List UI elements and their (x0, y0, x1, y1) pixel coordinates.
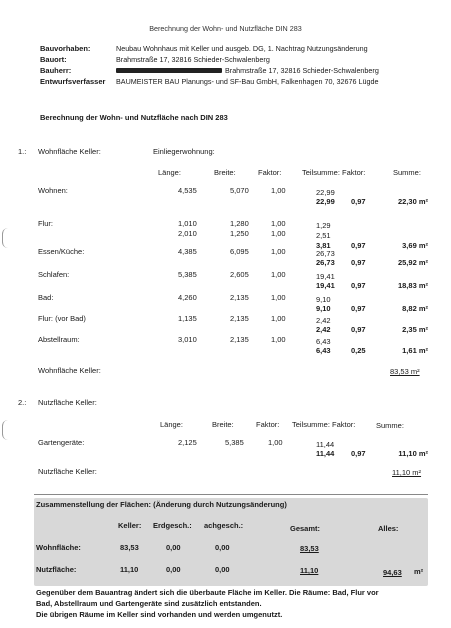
summary-alles: 94,63 (383, 568, 402, 577)
column-header-laenge: Länge: (160, 420, 183, 429)
row-total: 9,10 (316, 304, 331, 313)
summary-header-keller: Keller: (118, 521, 142, 530)
margin-mark (2, 420, 9, 440)
row-total: 2,42 (316, 325, 331, 334)
section-heading: Wohnfläche Keller: (38, 147, 101, 156)
section-number: 2.: (18, 398, 27, 407)
cell-breite: 2,135 (230, 314, 249, 323)
section-number: 1.: (18, 147, 27, 156)
entwurf-value: BAUMEISTER BAU Planungs- und SF-Bau GmbH, Falkenhagen 70, 32676 Lügde (116, 77, 379, 86)
row-total: 22,99 (316, 197, 335, 206)
summary-unit: m² (414, 567, 424, 576)
column-header-summe: Summe: (393, 168, 421, 177)
column-header-teilsumme: Teilsumme: (302, 168, 340, 177)
bauvorhaben-label: Bauvorhaben: (40, 44, 91, 53)
cell-laenge: 2,125 (178, 438, 197, 447)
cell-laenge: 1,010 (178, 219, 197, 228)
row-total: 3,81 (316, 241, 331, 250)
summary-header-dach: achgesch.: (204, 521, 244, 530)
bauherr-value: Brahmstraße 17, 32816 Schieder-Schwalenberg (225, 66, 379, 75)
cell-faktor: 1,00 (271, 270, 286, 279)
row-sum: 2,35 m² (402, 325, 428, 334)
cell-breite: 2,135 (230, 293, 249, 302)
column-header-faktor2: Faktor: (332, 420, 356, 429)
row-sum: 1,61 m² (402, 346, 428, 355)
summary-header-erdg: Erdgesch.: (153, 521, 192, 530)
summary-gesamt: 11,10 (300, 566, 319, 575)
cell-teilsumme: 19,41 (316, 272, 335, 281)
row-label: Gartengeräte: (38, 438, 85, 447)
summary-erdg: 0,00 (166, 543, 181, 552)
row-factor: 0,25 (351, 346, 366, 355)
row-total: 6,43 (316, 346, 331, 355)
row-sum: 3,69 m² (402, 241, 428, 250)
summary-dach: 0,00 (215, 565, 230, 574)
cell-teilsumme: 2,42 (316, 316, 331, 325)
summary-title: Zusammenstellung der Flächen: (Änderung durch Nutzungsänderung) (36, 500, 287, 509)
summary-keller: 11,10 (120, 565, 139, 574)
footer-line: Bad, Abstellraum und Gartengeräte sind zusätzlich entstanden. (36, 599, 262, 608)
row-label: Schlafen: (38, 270, 70, 279)
summary-dach: 0,00 (215, 543, 230, 552)
cell-laenge: 2,010 (178, 229, 197, 238)
margin-mark (2, 228, 9, 248)
row-label: Wohnen: (38, 186, 68, 195)
summary-header-alles: Alles: (378, 524, 399, 533)
redaction-bar (116, 68, 222, 73)
column-header-summe: Summe: (376, 421, 404, 430)
summary-label: Wohnfläche: (36, 543, 81, 552)
cell-faktor: 1,00 (271, 219, 286, 228)
total-label: Wohnfläche Keller: (38, 366, 101, 375)
total-value: 11,10 m² (392, 468, 422, 477)
row-factor: 0,97 (351, 197, 366, 206)
column-header-breite: Breite: (214, 168, 236, 177)
column-header-teilsumme: Teilsumme: (292, 420, 330, 429)
row-label: Bad: (38, 293, 54, 302)
cell-breite: 5,070 (230, 186, 249, 195)
row-sum: 18,83 m² (397, 281, 428, 290)
row-label: Essen/Küche: (38, 247, 85, 256)
summary-label: Nutzfläche: (36, 565, 77, 574)
row-sum: 25,92 m² (397, 258, 428, 267)
bauherr-label: Bauherr: (40, 66, 72, 75)
row-total: 26,73 (316, 258, 335, 267)
cell-teilsumme: 1,29 (316, 221, 331, 230)
cell-teilsumme: 22,99 (316, 188, 335, 197)
cell-teilsumme: 9,10 (316, 295, 331, 304)
column-header-breite: Breite: (212, 420, 234, 429)
row-sum: 11,10 m² (398, 449, 428, 458)
cell-faktor: 1,00 (271, 229, 286, 238)
footer-line: Die übrigen Räume im Keller sind vorhanden und werden umgenutzt. (36, 610, 283, 619)
cell-faktor: 1,00 (268, 438, 283, 447)
cell-laenge: 4,260 (178, 293, 197, 302)
column-header-faktor2: Faktor: (342, 168, 366, 177)
cell-teilsumme: 26,73 (316, 249, 335, 258)
document-title: Berechnung der Wohn- und Nutzfläche DIN 283 (149, 24, 302, 33)
row-factor: 0,97 (351, 241, 366, 250)
row-factor: 0,97 (351, 325, 366, 334)
section-title: Berechnung der Wohn- und Nutzfläche nach DIN 283 (40, 113, 228, 122)
cell-laenge: 4,535 (178, 186, 197, 195)
bauort-value: Brahmstraße 17, 32816 Schieder-Schwalenberg (116, 55, 270, 64)
cell-faktor: 1,00 (271, 314, 286, 323)
row-sum: 8,82 m² (402, 304, 428, 313)
cell-teilsumme: 11,44 (316, 440, 335, 449)
row-factor: 0,97 (351, 304, 366, 313)
summary-gesamt: 83,53 (300, 544, 319, 553)
row-factor: 0,97 (351, 449, 366, 458)
cell-breite: 6,095 (230, 247, 249, 256)
total-value: 83,53 m² (390, 367, 420, 376)
cell-teilsumme: 2,51 (316, 231, 331, 240)
row-label: Abstellraum: (38, 335, 80, 344)
cell-laenge: 3,010 (178, 335, 197, 344)
summary-keller: 83,53 (120, 543, 139, 552)
column-header-faktor: Faktor: (258, 168, 282, 177)
column-header-laenge: Länge: (158, 168, 181, 177)
cell-faktor: 1,00 (271, 186, 286, 195)
row-factor: 0,97 (351, 258, 366, 267)
cell-faktor: 1,00 (271, 293, 286, 302)
divider (34, 494, 428, 495)
cell-breite: 5,385 (225, 438, 244, 447)
summary-header-gesamt: Gesamt: (290, 524, 321, 533)
section-heading: Nutzfläche Keller: (38, 398, 97, 407)
cell-breite: 2,605 (230, 270, 249, 279)
bauort-label: Bauort: (40, 55, 67, 64)
cell-faktor: 1,00 (271, 247, 286, 256)
column-header-faktor: Faktor: (256, 420, 280, 429)
summary-box (34, 498, 428, 586)
total-label: Nutzfläche Keller: (38, 467, 97, 476)
row-label: Flur: (38, 219, 53, 228)
row-factor: 0,97 (351, 281, 366, 290)
row-label: Flur: (vor Bad) (38, 314, 86, 323)
cell-breite: 1,280 (230, 219, 249, 228)
cell-teilsumme: 6,43 (316, 337, 331, 346)
summary-erdg: 0,00 (166, 565, 181, 574)
cell-laenge: 5,385 (178, 270, 197, 279)
cell-laenge: 1,135 (178, 314, 197, 323)
cell-laenge: 4,385 (178, 247, 197, 256)
cell-breite: 1,250 (230, 229, 249, 238)
footer-line: Gegenüber dem Bauantrag ändert sich die überbaute Fläche im Keller. Die Räume: Bad, Flur vor (36, 588, 379, 597)
row-total: 19,41 (316, 281, 335, 290)
cell-faktor: 1,00 (271, 335, 286, 344)
cell-breite: 2,135 (230, 335, 249, 344)
bauvorhaben-value: Neubau Wohnhaus mit Keller und ausgeb. DG, 1. Nachtrag Nutzungsänderung (116, 44, 368, 53)
row-total: 11,44 (316, 449, 335, 458)
entwurf-label: Entwurfsverfasser (40, 77, 106, 86)
section-subtitle: Einliegerwohnung: (153, 147, 215, 156)
row-sum: 22,30 m² (397, 197, 428, 206)
